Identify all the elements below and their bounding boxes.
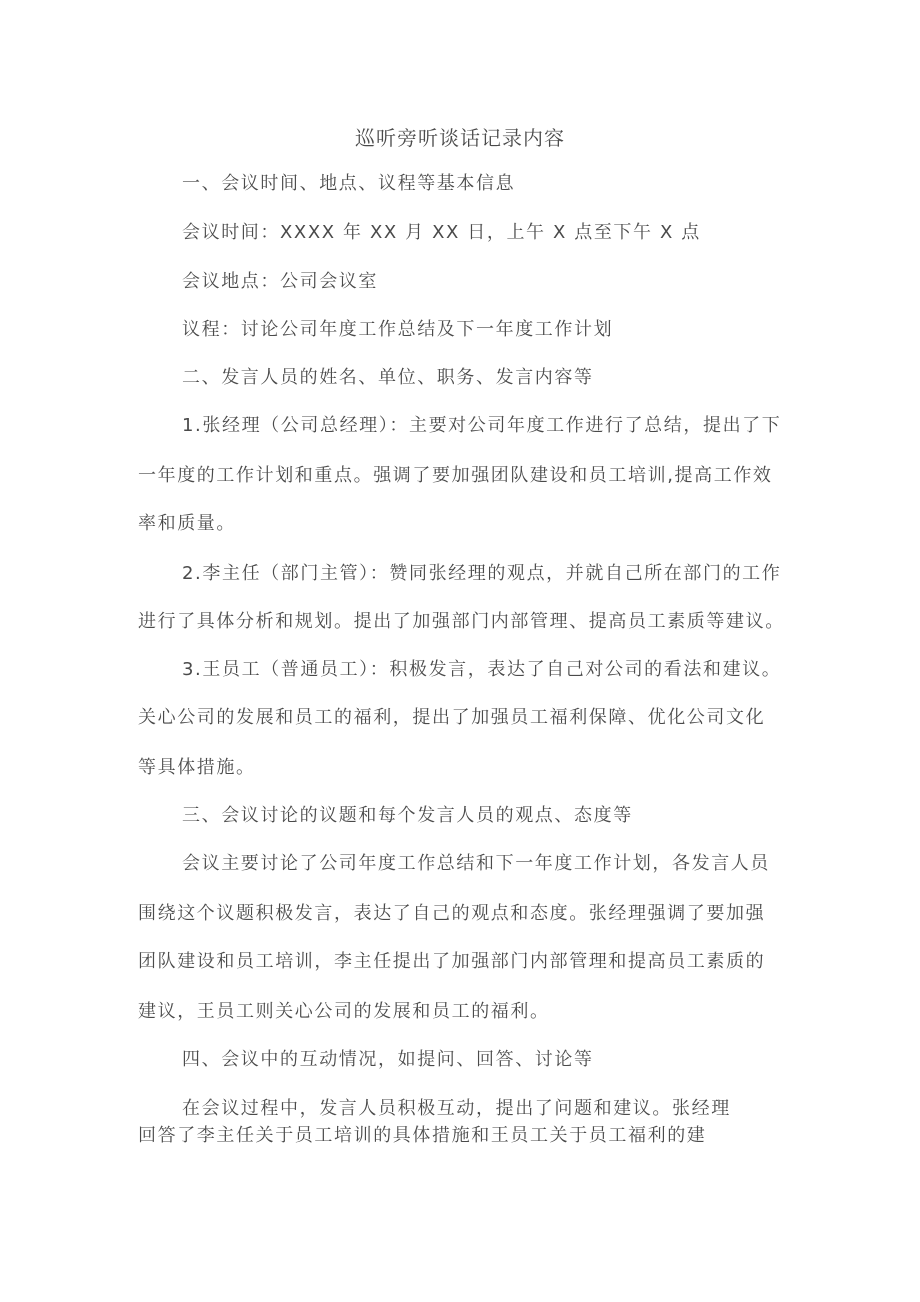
speaker-1-line-2: 一年度的工作计划和重点。强调了要加强团队建设和员工培训,提高工作效 xyxy=(138,465,773,486)
speaker-1-line-1: 1.张经理（公司总经理）：主要对公司年度工作进行了总结，提出了下 xyxy=(182,415,782,436)
meeting-place: 会议地点：公司会议室 xyxy=(182,271,378,292)
document-title: 巡听旁听谈话记录内容 xyxy=(355,126,565,150)
section-1-heading: 一、会议时间、地点、议程等基本信息 xyxy=(182,173,516,194)
speaker-3-line-1: 3.王员工（普通员工）：积极发言，表达了自己对公司的看法和建议。 xyxy=(182,659,782,680)
speaker-3-line-2: 关心公司的发展和员工的福利，提出了加强员工福利保障、优化公司文化 xyxy=(138,707,766,728)
speaker-2-line-2: 进行了具体分析和规划。提出了加强部门内部管理、提高员工素质等建议。 xyxy=(138,611,785,632)
section-3-line-3: 团队建设和员工培训，李主任提出了加强部门内部管理和提高员工素质的 xyxy=(138,951,766,972)
section-4-heading: 四、会议中的互动情况，如提问、回答、讨论等 xyxy=(182,1049,594,1070)
section-4-line-2: 回答了李主任关于员工培训的具体措施和王员工关于员工福利的建 xyxy=(138,1125,707,1146)
section-3-line-2: 围绕这个议题积极发言，表达了自己的观点和态度。张经理强调了要加强 xyxy=(138,903,766,924)
section-4-line-1: 在会议过程中，发言人员积极互动，提出了问题和建议。张经理 xyxy=(182,1098,731,1119)
meeting-agenda: 议程：讨论公司年度工作总结及下一年度工作计划 xyxy=(182,319,614,340)
section-3-heading: 三、会议讨论的议题和每个发言人员的观点、态度等 xyxy=(182,805,633,826)
section-3-line-4: 建议，王员工则关心公司的发展和员工的福利。 xyxy=(138,1001,550,1022)
section-3-line-1: 会议主要讨论了公司年度工作总结和下一年度工作计划，各发言人员 xyxy=(182,853,770,874)
speaker-2-line-1: 2.李主任（部门主管）：赞同张经理的观点，并就自己所在部门的工作 xyxy=(182,563,782,584)
meeting-time: 会议时间：XXXX 年 XX 月 XX 日，上午 X 点至下午 X 点 xyxy=(182,222,701,243)
speaker-3-line-3: 等具体措施。 xyxy=(138,757,256,778)
section-2-heading: 二、发言人员的姓名、单位、职务、发言内容等 xyxy=(182,367,594,388)
speaker-1-line-3: 率和质量。 xyxy=(138,513,236,534)
